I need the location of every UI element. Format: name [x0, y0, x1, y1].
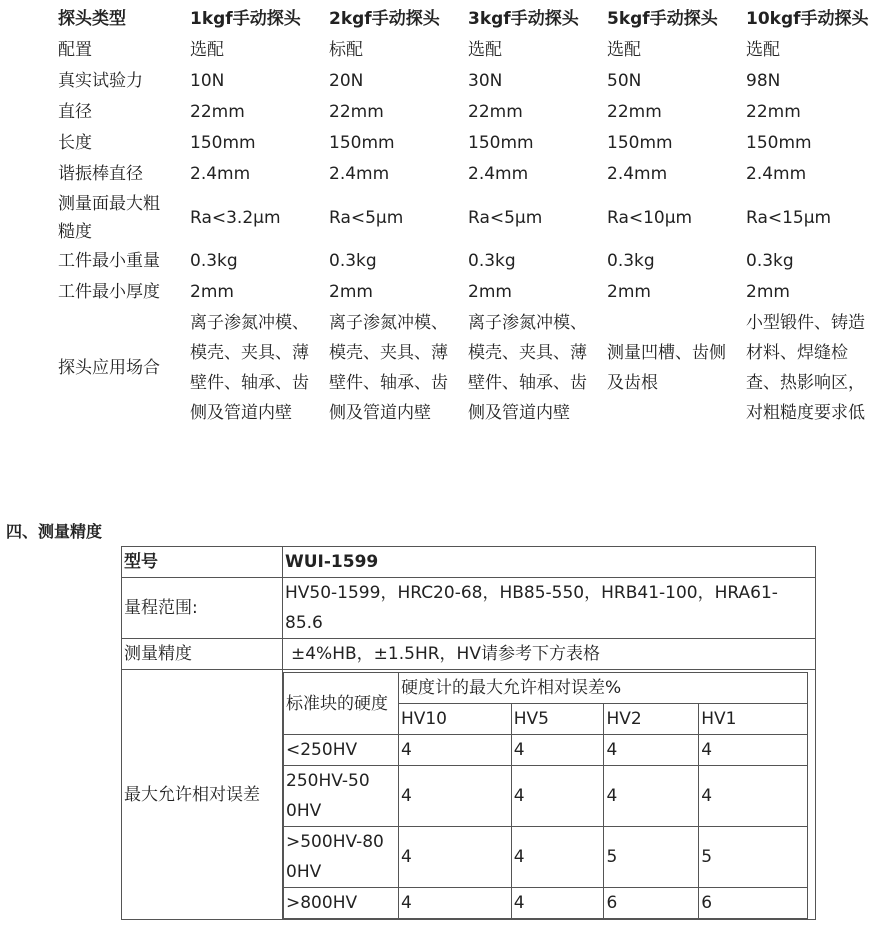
cell: 0.3kg [329, 251, 377, 271]
error-header-row [284, 673, 808, 704]
cell: 0.3kg [607, 251, 655, 271]
error-row [284, 735, 808, 766]
error-group-header: 硬度计的最大允许相对误差% [398, 673, 807, 704]
row-label [52, 190, 184, 246]
cell: 选配 [607, 40, 641, 60]
cell: 2.4mm [329, 164, 390, 184]
cell-text: 测量凹槽、齿侧及齿根 [607, 343, 726, 393]
cell: 2mm [607, 282, 651, 302]
section-heading: 四、测量精度 [6, 522, 103, 541]
row-label [284, 766, 399, 827]
probe-row-force [52, 66, 879, 97]
cell: 2mm [190, 282, 234, 302]
probe-header-type: 探头类型 [58, 9, 126, 29]
cell: 2.4mm [607, 164, 668, 184]
model-value: WUI-1599 [283, 547, 816, 578]
row-label: 真实试验力 [58, 71, 143, 91]
error-row [284, 827, 808, 888]
cell [601, 308, 740, 428]
row-label: >800HV [284, 888, 399, 919]
cell: 0.3kg [468, 251, 516, 271]
cell: Ra<15μm [746, 208, 832, 228]
cell-text: 离子渗氮冲模、模壳、夹具、薄壁件、轴承、齿侧及管道内壁 [329, 313, 448, 423]
cell: 4 [511, 888, 604, 919]
row-label: 工件最小厚度 [58, 282, 160, 302]
error-row [284, 766, 808, 827]
cell: 选配 [468, 40, 502, 60]
col-hv10: HV10 [398, 704, 511, 735]
cell: 4 [511, 735, 604, 766]
row-label: 直径 [58, 102, 92, 122]
cell [184, 308, 323, 428]
cell: 10N [190, 71, 225, 91]
cell: 30N [468, 71, 503, 91]
cell: 5 [604, 827, 699, 888]
col-hv2: HV2 [604, 704, 699, 735]
probe-row-min-weight [52, 246, 879, 277]
range-value: HV50-1599，HRC20-68，HB85-550，HRB41-100，HRA61-85.6 [283, 578, 816, 639]
cell: 2mm [468, 282, 512, 302]
cell: 选配 [190, 40, 224, 60]
probe-header-row [52, 4, 879, 35]
cell: 标配 [329, 40, 363, 60]
cell: 4 [511, 827, 604, 888]
cell [462, 308, 601, 428]
cell [323, 308, 462, 428]
acc-row-error [122, 670, 816, 920]
error-row [284, 888, 808, 919]
cell: 22mm [746, 102, 801, 122]
row-label-text: >500HV-800HV [286, 832, 384, 882]
probe-row-min-thickness [52, 277, 879, 308]
probe-header-2kgf: 2kgf手动探头 [329, 9, 440, 29]
probe-header-10kgf: 10kgf手动探头 [746, 9, 869, 29]
col-hv1: HV1 [699, 704, 808, 735]
cell: 2mm [329, 282, 373, 302]
cell: Ra<5μm [329, 208, 404, 228]
cell: 150mm [329, 133, 395, 153]
cell: 98N [746, 71, 781, 91]
row-label-text: 250HV-500HV [286, 771, 370, 821]
cell-text: 离子渗氮冲模、模壳、夹具、薄壁件、轴承、齿侧及管道内壁 [468, 313, 587, 423]
cell: 2.4mm [190, 164, 251, 184]
cell: 6 [604, 888, 699, 919]
precision-value: ±4%HB，±1.5HR，HV请参考下方表格 [283, 639, 816, 670]
cell: 4 [398, 735, 511, 766]
cell: 2.4mm [468, 164, 529, 184]
cell: 50N [607, 71, 642, 91]
probe-row-rod-diameter [52, 159, 879, 190]
row-label: <250HV [284, 735, 399, 766]
cell: 0.3kg [746, 251, 794, 271]
cell: 4 [604, 766, 699, 827]
cell: Ra<5μm [468, 208, 543, 228]
cell: 6 [699, 888, 808, 919]
cell: 150mm [190, 133, 256, 153]
row-label: 谐振棒直径 [58, 164, 143, 184]
cell: 2mm [746, 282, 790, 302]
probe-header-3kgf: 3kgf手动探头 [468, 9, 579, 29]
probe-row-diameter [52, 97, 879, 128]
error-table [283, 672, 808, 919]
cell: 150mm [607, 133, 673, 153]
precision-label: 测量精度 [122, 639, 283, 670]
cell: 2.4mm [746, 164, 807, 184]
probe-spec-table [52, 4, 879, 428]
cell: 4 [398, 827, 511, 888]
cell: Ra<10μm [607, 208, 693, 228]
cell-text: 离子渗氮冲模、模壳、夹具、薄壁件、轴承、齿侧及管道内壁 [190, 313, 309, 423]
cell: 4 [699, 735, 808, 766]
cell: 4 [511, 766, 604, 827]
cell: 4 [604, 735, 699, 766]
cell: 5 [699, 827, 808, 888]
probe-row-length [52, 128, 879, 159]
row-label: 长度 [58, 133, 92, 153]
row-label: 工件最小重量 [58, 251, 160, 271]
cell-text: 小型锻件、铸造材料、焊缝检查、热影响区，对粗糙度要求低 [746, 313, 865, 423]
row-label-text: 测量面最大粗糙度 [58, 194, 160, 242]
col-hv5: HV5 [511, 704, 604, 735]
std-block-header: 标准块的硬度 [284, 673, 399, 735]
row-label: 配置 [58, 40, 92, 60]
cell: 22mm [190, 102, 245, 122]
cell: 4 [398, 888, 511, 919]
cell: 0.3kg [190, 251, 238, 271]
acc-row-model [122, 547, 816, 578]
cell: 22mm [607, 102, 662, 122]
cell: 4 [699, 766, 808, 827]
probe-row-application [52, 308, 879, 428]
probe-row-config [52, 35, 879, 66]
cell: 150mm [468, 133, 534, 153]
cell: 选配 [746, 40, 780, 60]
accuracy-table [121, 546, 816, 920]
acc-row-range [122, 578, 816, 639]
cell: 4 [398, 766, 511, 827]
error-table-cell [283, 670, 816, 920]
range-label: 量程范围: [122, 578, 283, 639]
model-label: 型号 [122, 547, 283, 578]
cell: 22mm [468, 102, 523, 122]
cell [740, 308, 879, 428]
cell: Ra<3.2μm [190, 208, 281, 228]
probe-row-roughness [52, 190, 879, 246]
cell: 20N [329, 71, 364, 91]
probe-header-5kgf: 5kgf手动探头 [607, 9, 718, 29]
cell: 150mm [746, 133, 812, 153]
probe-header-1kgf: 1kgf手动探头 [190, 9, 301, 29]
row-label: 探头应用场合 [58, 358, 160, 378]
row-label [284, 827, 399, 888]
acc-row-precision [122, 639, 816, 670]
error-label: 最大允许相对误差 [122, 670, 283, 920]
cell: 22mm [329, 102, 384, 122]
